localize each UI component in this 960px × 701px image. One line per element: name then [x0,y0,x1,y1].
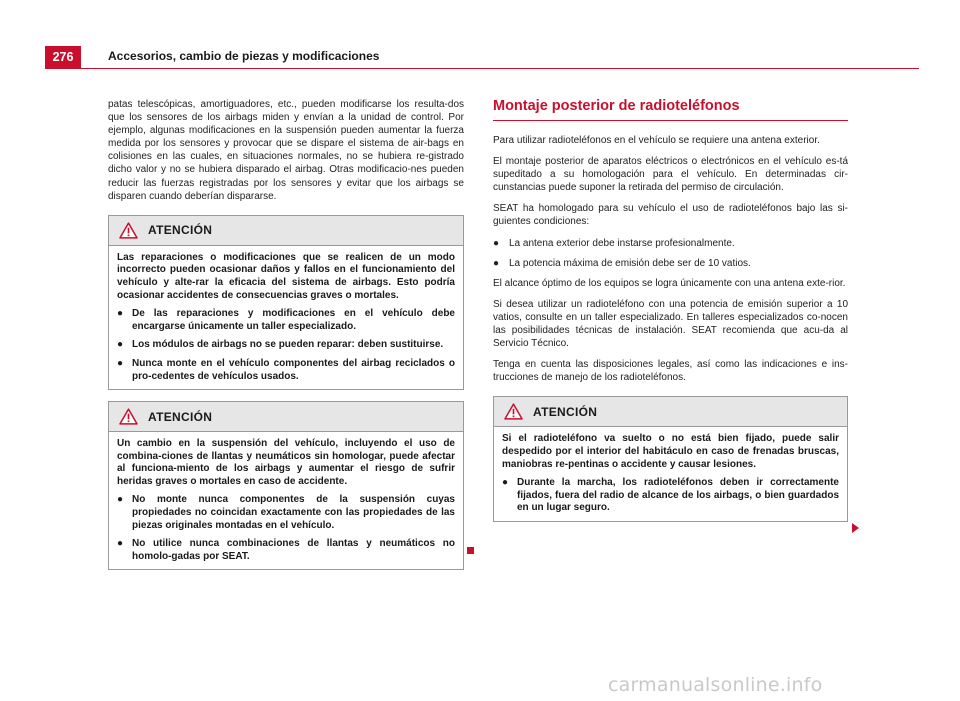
warning-bullet: ● Los módulos de airbags no se pueden reparar: deben sustituirse. [117,339,444,351]
warning-header [109,402,463,432]
intro-paragraph: patas telescópicas, amortiguadores, etc., pueden modificarse los resulta-dos que los sensores de los airbags miden y envían a la unidad de control. Por ejemplo, algunas modificaciones en la suspensión pueden aumentar la fuerza medida por los sensores y provocar que se dispare el sistema de air-bags en colisiones en las cuales, en situaciones normales, no se hubiera re-gistrado dicho valor y no se hubiera disparado el airbag. Otras modificacio-nes pueden reducir las fuerzas registradas por los sensores y evitar que los airbags se disparen cuando deberían dispararse. [108,99,464,202]
section-end-mark [467,547,474,554]
paragraph: Para utilizar radioteléfonos en el vehículo se requiere una antena exterior. [493,135,820,146]
warning-text: Si el radioteléfono va suelto o no está bien fijado, puede salir despedido por el interior del habitáculo en caso de frenadas bruscas, maniobras re-pentinas o accidente y causar lesiones. [502,433,839,470]
running-title: Accesorios, cambio de piezas y modificaciones [108,49,380,63]
warning-title: ATENCIÓN [148,409,213,424]
bullet-dot: ● [493,237,500,249]
warning-body [494,427,847,521]
warning-header [109,216,463,246]
paragraph: Si desea utilizar un radioteléfono con una potencia de emisión superior a 10 vatios, consulte en un taller especializado. En talleres especializados co-nocen las posibilidades técnicas de instalación. SEAT recomienda que acu-da al Servicio Técnico. [493,298,848,350]
page-number: 276 [45,46,81,68]
bullet-dot: ● [117,308,124,320]
warning-triangle-icon [504,403,523,420]
list-item: ● La potencia máxima de emisión debe ser de 10 vatios. [493,257,751,269]
bullet-dot: ● [502,477,509,489]
warning-bullet: ● No utilice nunca combinaciones de llantas y neumáticos no homolo-gadas por SEAT. [117,538,455,562]
bullet-dot: ● [117,538,124,550]
warning-title: ATENCIÓN [148,223,213,238]
warning-title: ATENCIÓN [533,404,598,419]
paragraph: SEAT ha homologado para su vehículo el uso de radioteléfonos bajo las si-guientes condiciones: [493,203,848,228]
warning-box-repairs [108,215,464,390]
watermark: carmanualsonline.info [608,674,823,696]
bullet-dot: ● [117,357,124,369]
right-column [493,98,848,533]
warning-bullet: ● Nunca monte en el vehículo componentes del airbag reciclados o pro-cedentes de vehículos usados. [117,357,455,382]
page-header [0,0,960,72]
header-rule [45,68,919,69]
warning-bullet: ● Durante la marcha, los radioteléfonos deben ir correctamente fijados, fuera del radio de alcance de los airbags, o bien guardados en un lugar seguro. [502,477,839,514]
warning-text: Un cambio en la suspensión del vehículo, incluyendo el uso de combina-ciones de llantas y neumáticos sin homologar, puede afectar al funciona-miento de los airbags y aumentar el riesgo de sufrir heridas graves o mortales en caso de accidente. [117,438,455,487]
warning-box-radiotelephone [493,396,848,522]
warning-bullet: ● De las reparaciones y modificaciones en el vehículo debe encargarse únicamente un taller especializado. [117,308,455,332]
warning-bullet: ● No monte nunca componentes de la suspensión cuyas propiedades no coincidan exactamente con las propiedades de las piezas originales montadas en el vehículo. [117,494,455,531]
warning-body [109,246,463,389]
paragraph: Tenga en cuenta las disposiciones legales, así como las indicaciones e ins-trucciones de manejo de los radioteléfonos. [493,359,848,384]
bullet-dot: ● [493,257,500,269]
warning-text: Las reparaciones o modificaciones que se realicen de un modo incorrecto pueden ocasionar daños y fallos en el funcionamiento del vehículo y alte-rar la eficacia del sistema de airbags. Esto podría ocasionar accidentes de consecuencias graves o mortales. [117,251,455,301]
bullet-dot: ● [117,339,124,351]
continue-arrow-icon [852,523,859,533]
list-item: ● La antena exterior debe instarse profesionalmente. [493,237,735,249]
warning-body [109,432,463,569]
warning-box-suspension [108,401,464,570]
paragraph: El montaje posterior de aparatos eléctricos o electrónicos en el vehículo es-tá supeditado a su homologación para el vehículo. En determinadas cir-cunstancias puede suponer la retirada del permiso de circulación. [493,156,848,194]
warning-triangle-icon [119,222,138,239]
bullet-dot: ● [117,494,124,506]
section-title: Montaje posterior de radioteléfonos [493,98,848,121]
warning-header [494,397,847,427]
left-column [108,98,464,581]
warning-triangle-icon [119,408,138,425]
paragraph: El alcance óptimo de los equipos se logra únicamente con una antena exte-rior. [493,277,846,289]
